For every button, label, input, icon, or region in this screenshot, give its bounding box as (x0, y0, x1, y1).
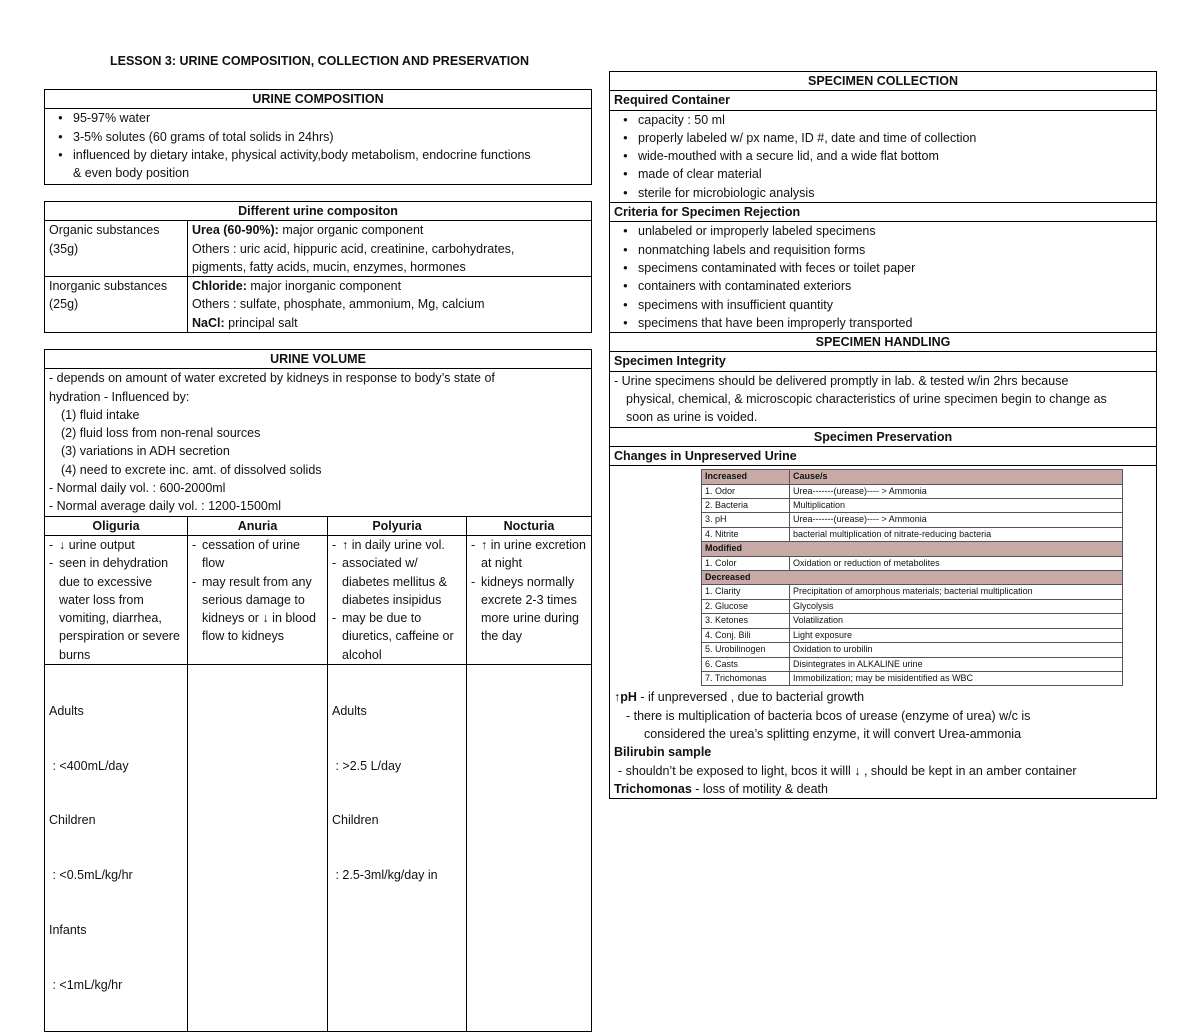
volume-line: - Normal daily vol. : 600-2000ml (49, 481, 226, 496)
volume-line: - Normal average daily vol. : 1200-1500ml (49, 499, 282, 514)
integrity-title: Specimen Integrity (610, 352, 1157, 371)
inorganic-amount: (25g) (49, 297, 79, 312)
bilirubin-title: Bilirubin sample (614, 745, 712, 760)
table-row (702, 527, 1123, 541)
changes-title: Changes in Unpreserved Urine (610, 446, 1157, 465)
row-parameter: 1. Odor (702, 484, 790, 498)
list-item: - may be due to diuretics, caffeine or alcohol (332, 609, 462, 664)
row-parameter: 6. Casts (702, 657, 790, 671)
list-item: ● nonmatching labels and requisition forms (638, 241, 1152, 259)
row-parameter: 1. Color (702, 556, 790, 570)
urine-volume-table (44, 349, 592, 1032)
row-parameter: 4. Nitrite (702, 527, 790, 541)
oliguria-list (49, 536, 183, 664)
row-cause: Immobilization; may be misidentified as WBC (790, 671, 1123, 685)
row-cause: Volatilization (790, 614, 1123, 628)
list-item: ● made of clear material (638, 165, 1152, 183)
list-item: - cessation of urine flow (192, 536, 323, 573)
row-cause: bacterial multiplication of nitrate-reducing bacteria (790, 527, 1123, 541)
list-item: - ↑ in daily urine vol. (332, 536, 462, 554)
polyuria-list (332, 536, 462, 664)
required-container-title: Required Container (610, 91, 1157, 110)
list-item: - seen in dehydration due to excessive water loss from vomiting, diarrhea, perspiration or severe burns (49, 554, 183, 664)
row-cause: Urea-------(urease)---- > Ammonia (790, 513, 1123, 527)
chloride-label: Chloride: (192, 279, 247, 294)
different-composition-table (44, 201, 592, 333)
list-item: ● 95-97% water (73, 109, 587, 127)
list-item: - ↑ in urine excretion at night (471, 536, 587, 573)
nacl-label: NaCl: (192, 315, 225, 330)
ph-line: considered the urea’s splitting enzyme, it will convert Urea-ammonia (644, 726, 1022, 741)
row-cause: Urea-------(urease)---- > Ammonia (790, 484, 1123, 498)
row-cause: Oxidation or reduction of metabolites (790, 556, 1123, 570)
trichomonas-text: - loss of motility & death (691, 781, 828, 796)
list-item: - may result from any serious damage to kidneys or ↓ in blood flow to kidneys (192, 573, 323, 646)
urea-label: Urea (60-90%): (192, 223, 279, 238)
urine-composition-header: URINE COMPOSITION (45, 90, 592, 109)
table-row (702, 657, 1123, 671)
nocturia-header: Nocturia (467, 516, 592, 535)
organic-others-line: pigments, fatty acids, mucin, enzymes, hormones (192, 259, 466, 274)
ph-label: ↑pH (614, 690, 637, 705)
volume-factor: (3) variations in ADH secretion (61, 444, 230, 459)
polyuria-value: Children (332, 813, 379, 828)
row-parameter: 1. Clarity (702, 585, 790, 599)
chloride-text: major inorganic component (246, 279, 402, 294)
list-item: ● containers with contaminated exteriors (638, 277, 1152, 295)
oliguria-header: Oliguria (45, 516, 188, 535)
oliguria-value: : <400mL/day (49, 758, 129, 773)
row-parameter: 3. pH (702, 513, 790, 527)
anuria-list (192, 536, 323, 646)
row-cause: Oxidation to urobilin (790, 643, 1123, 657)
urine-composition-table (44, 89, 592, 185)
row-parameter: 2. Bacteria (702, 499, 790, 513)
nacl-text: principal salt (224, 315, 298, 330)
table-row (702, 671, 1123, 685)
container-list (614, 111, 1152, 202)
volume-factor: (2) fluid loss from non-renal sources (61, 426, 261, 441)
row-cause: Precipitation of amorphous materials; bacterial multiplication (790, 585, 1123, 599)
rejection-title: Criteria for Specimen Rejection (610, 203, 1157, 222)
list-item: ● specimens with insufficient quantity (638, 296, 1152, 314)
row-parameter: 7. Trichomonas (702, 671, 790, 685)
volume-factor: (1) fluid intake (61, 407, 140, 422)
right-column-table (609, 71, 1157, 799)
row-parameter: 4. Conj. Bili (702, 628, 790, 642)
anuria-header: Anuria (188, 516, 328, 535)
integrity-line: - Urine specimens should be delivered promptly in lab. & tested w/in 2hrs because (614, 373, 1069, 388)
row-cause: Multiplication (790, 499, 1123, 513)
composition-list (49, 109, 587, 164)
table-row (702, 599, 1123, 613)
cause-column-header: Cause/s (790, 470, 1123, 484)
row-parameter: 2. Glucose (702, 599, 790, 613)
list-item: ● influenced by dietary intake, physical activity,body metabolism, endocrine functions (73, 146, 587, 164)
list-item: ● capacity : 50 ml (638, 111, 1152, 129)
ph-line: - there is multiplication of bacteria bcos of urease (enzyme of urea) w/c is (626, 708, 1031, 723)
page-title: LESSON 3: URINE COMPOSITION, COLLECTION AND PRESERVATION (110, 54, 530, 68)
trichomonas-label: Trichomonas (614, 781, 692, 796)
different-composition-header: Different urine compositon (45, 202, 592, 221)
urea-text: major organic component (278, 223, 424, 238)
table-row (702, 499, 1123, 513)
table-row (702, 628, 1123, 642)
modified-category: Modified (702, 542, 1123, 556)
table-row (702, 643, 1123, 657)
oliguria-value: : <0.5mL/kg/hr (49, 868, 133, 883)
row-cause: Glycolysis (790, 599, 1123, 613)
bilirubin-line: - shouldn’t be exposed to light, bcos it willl ↓ , should be kept in an amber container (618, 763, 1077, 778)
nocturia-list (471, 536, 587, 646)
table-row (702, 513, 1123, 527)
oliguria-value: Infants (49, 923, 87, 938)
polyuria-value: Adults (332, 703, 367, 718)
increased-column-header: Increased (702, 470, 790, 484)
row-parameter: 3. Ketones (702, 614, 790, 628)
organic-others-line: Others : uric acid, hippuric acid, creatinine, carbohydrates, (192, 241, 515, 256)
table-row (702, 585, 1123, 599)
rejection-list (614, 222, 1152, 332)
list-item: ● 3-5% solutes (60 grams of total solids in 24hrs) (73, 128, 587, 146)
table-row (702, 484, 1123, 498)
unpreserved-changes-table (701, 469, 1123, 686)
preservation-header: Specimen Preservation (610, 427, 1157, 446)
table-row (702, 614, 1123, 628)
decreased-category: Decreased (702, 571, 1123, 585)
urine-volume-header: URINE VOLUME (45, 350, 592, 369)
list-item: ● unlabeled or improperly labeled specimens (638, 222, 1152, 240)
list-item-continuation: & even body position (73, 166, 190, 181)
specimen-collection-header: SPECIMEN COLLECTION (610, 72, 1157, 91)
polyuria-header: Polyuria (328, 516, 467, 535)
table-row (702, 556, 1123, 570)
volume-factor: (4) need to excrete inc. amt. of dissolved solids (61, 462, 322, 477)
row-parameter: 5. Urobilinogen (702, 643, 790, 657)
organic-amount: (35g) (49, 241, 79, 256)
row-cause: Disintegrates in ALKALINE urine (790, 657, 1123, 671)
list-item: ● specimens contaminated with feces or toilet paper (638, 259, 1152, 277)
volume-line: - depends on amount of water excreted by kidneys in response to body’s state of (49, 371, 495, 386)
integrity-line: physical, chemical, & microscopic characteristics of urine specimen begin to change as (626, 392, 1107, 407)
specimen-handling-header: SPECIMEN HANDLING (610, 333, 1157, 352)
volume-line: hydration - Influenced by: (49, 389, 190, 404)
integrity-line: soon as urine is voided. (626, 410, 758, 425)
list-item: ● properly labeled w/ px name, ID #, date and time of collection (638, 129, 1152, 147)
polyuria-value: : >2.5 L/day (332, 758, 402, 773)
inorganic-others-line: Others : sulfate, phosphate, ammonium, Mg, calcium (192, 297, 485, 312)
list-item: ● specimens that have been improperly transported (638, 314, 1152, 332)
row-cause: Light exposure (790, 628, 1123, 642)
organic-label: Organic substances (49, 223, 160, 238)
oliguria-value: Children (49, 813, 96, 828)
polyuria-value: : 2.5-3ml/kg/day in (332, 868, 438, 883)
ph-text: - if unpreversed , due to bacterial growth (636, 690, 865, 705)
list-item: ● wide-mouthed with a secure lid, and a wide flat bottom (638, 147, 1152, 165)
inorganic-label: Inorganic substances (49, 279, 168, 294)
list-item: - kidneys normally excrete 2-3 times more urine during the day (471, 573, 587, 646)
list-item: - ↓ urine output (49, 536, 183, 554)
oliguria-value: : <1mL/kg/hr (49, 978, 123, 993)
list-item: - associated w/ diabetes mellitus & diabetes insipidus (332, 554, 462, 609)
oliguria-value: Adults (49, 703, 84, 718)
list-item: ● sterile for microbiologic analysis (638, 184, 1152, 202)
